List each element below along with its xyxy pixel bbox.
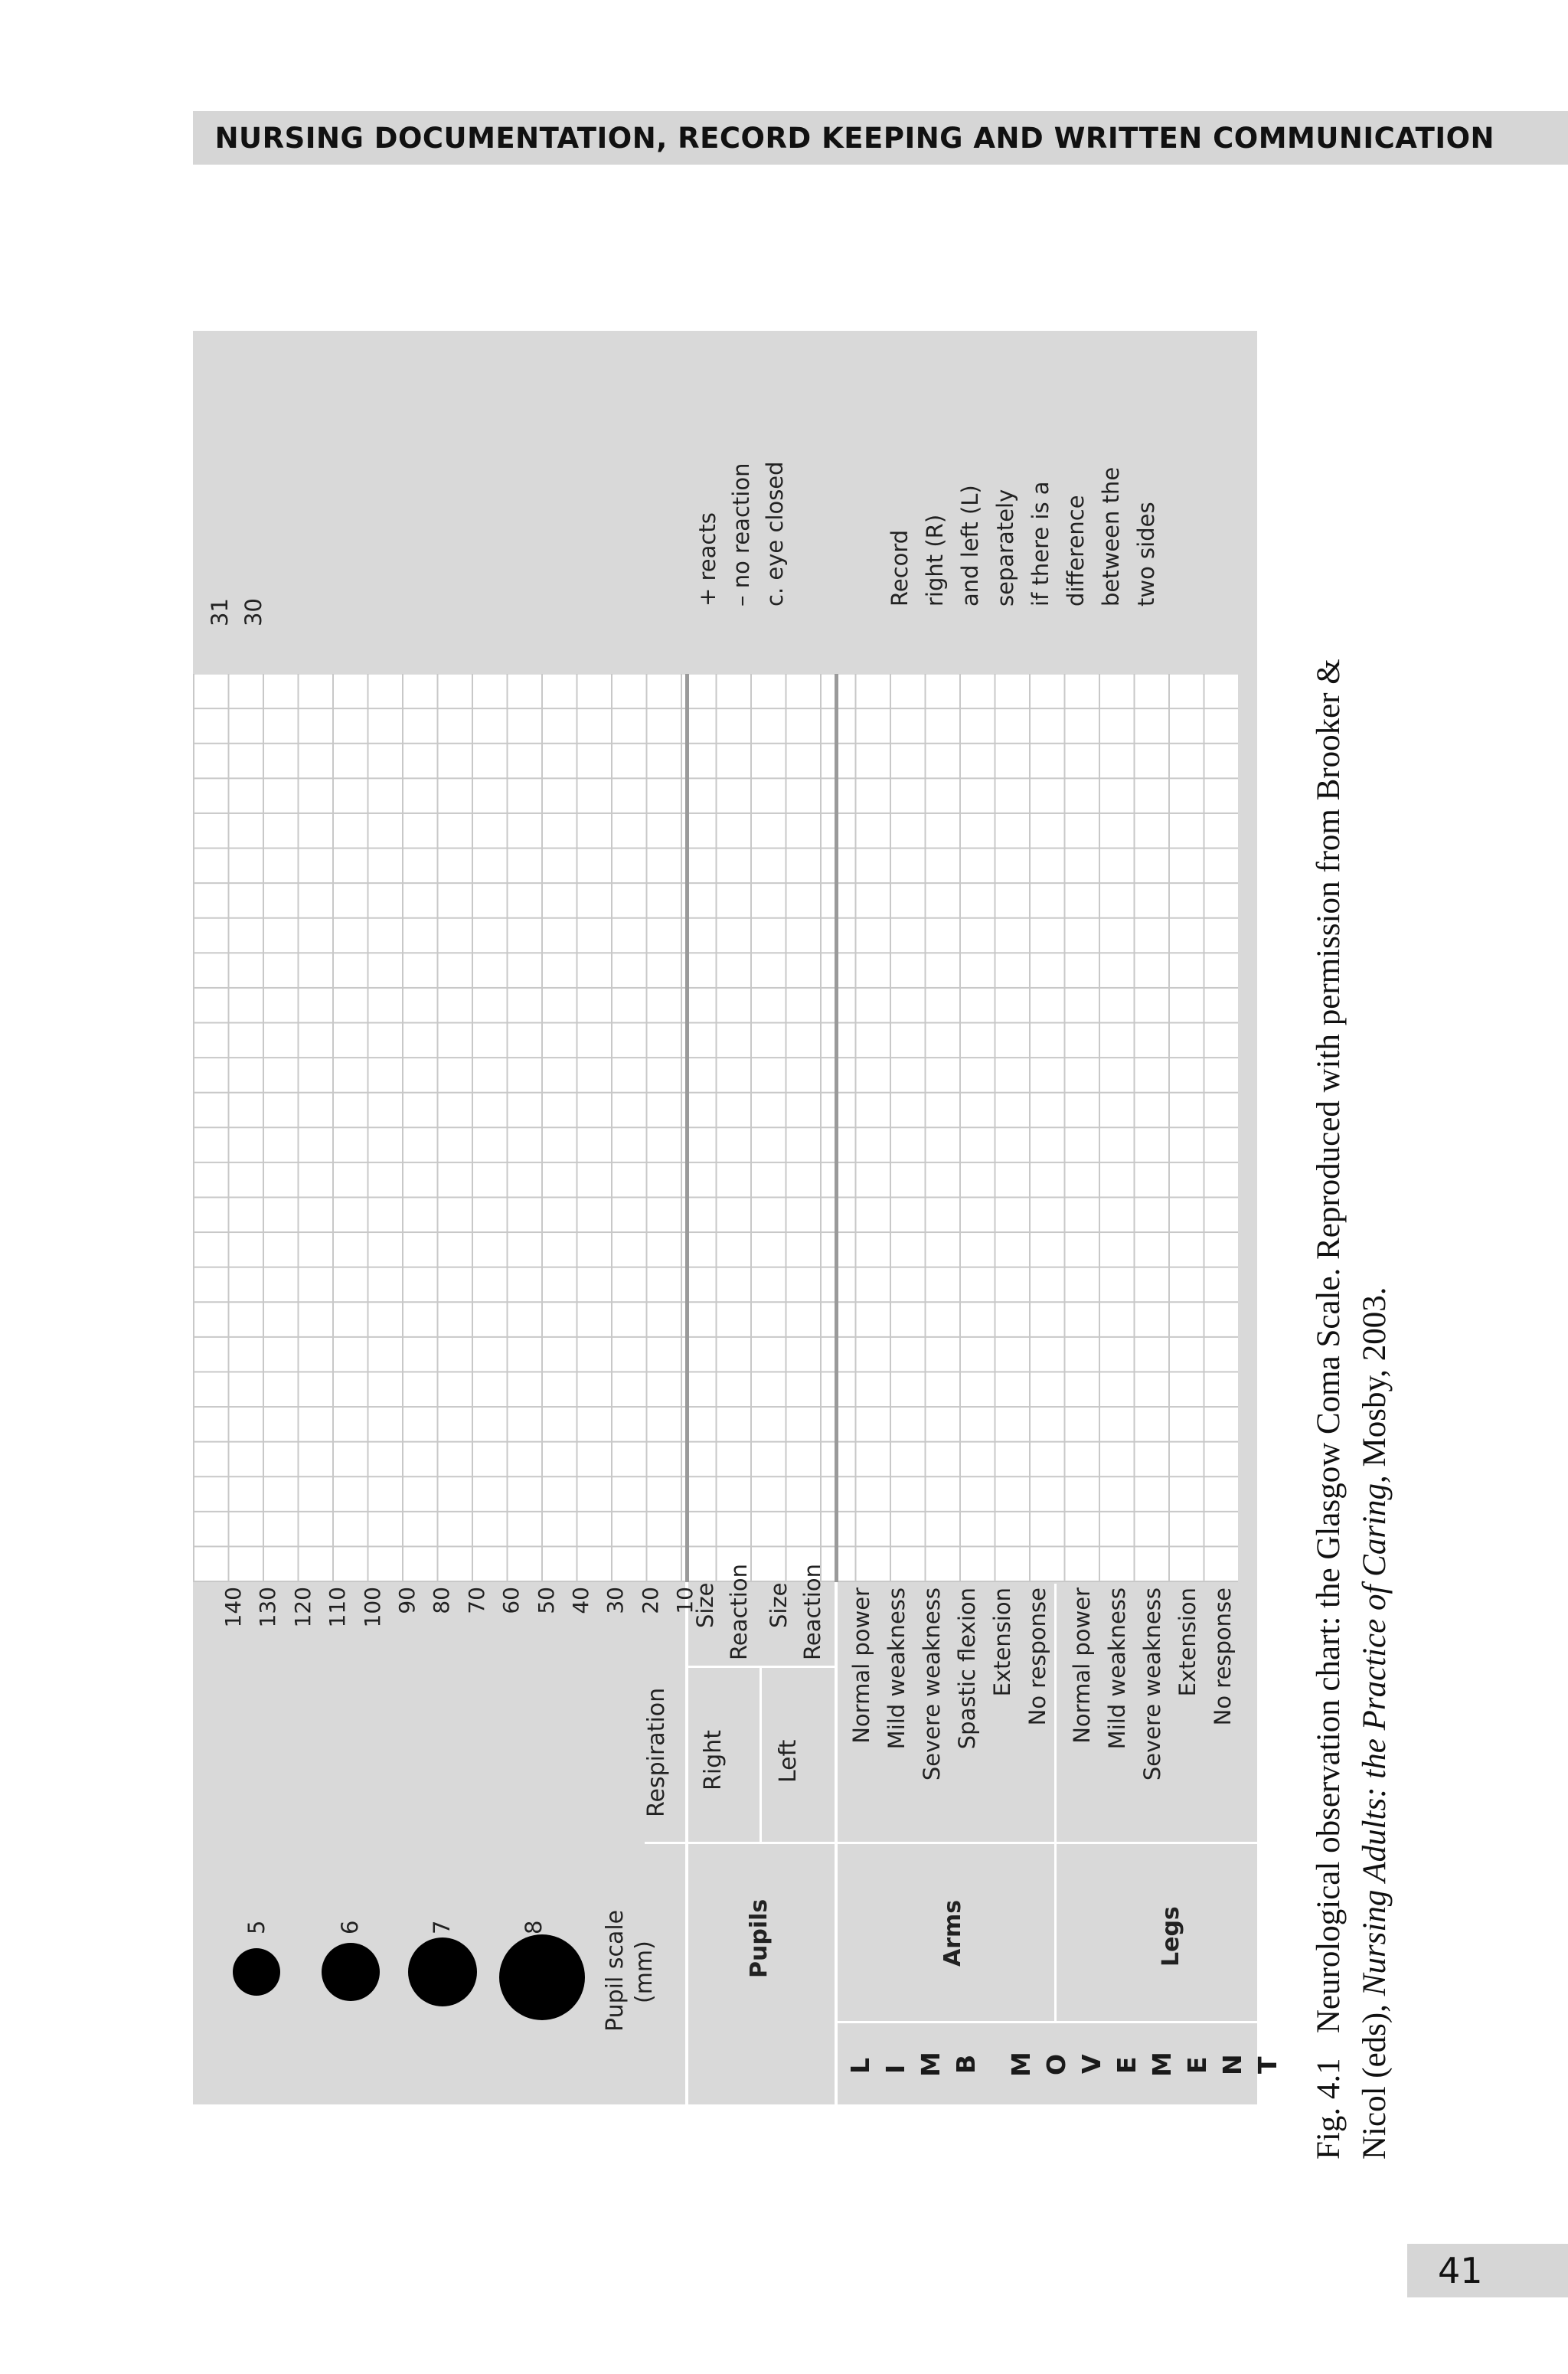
movement-letter: M	[1147, 2052, 1177, 2077]
legs-item: Severe weakness	[1139, 1588, 1165, 1781]
divider-limbs-top	[835, 1582, 838, 2104]
caption-book-title: Nursing Adults: the Practice of Caring	[1357, 1483, 1393, 1996]
scale-value: 60	[498, 1587, 524, 1614]
divider-size-reaction	[685, 1666, 835, 1668]
pupil-scale-label: Pupil scale	[602, 1909, 629, 2032]
scale-value: 140	[220, 1587, 246, 1628]
header-title: NURSING DOCUMENTATION, RECORD KEEPING AND WRITTEN COMMUNICATION	[214, 122, 1494, 155]
divider-limb-letters	[835, 2021, 1257, 2023]
chart-panel	[193, 331, 1282, 2104]
record-note-line: and left (L)	[957, 485, 983, 607]
record-note-line: Record	[887, 529, 913, 607]
limb-letter: M	[916, 2052, 946, 2077]
movement-letter: E	[1112, 2056, 1142, 2074]
pupil-size-7: 7	[429, 1920, 455, 1934]
pupils-label: Pupils	[746, 1898, 773, 1978]
caption-line-2-pre: Nicol (eds),	[1357, 1996, 1393, 2160]
record-note-line: separately	[992, 489, 1018, 607]
legs-item: Mild weakness	[1104, 1588, 1130, 1750]
pupil-size-8: 8	[521, 1920, 547, 1934]
caption-line-2	[1352, 306, 1398, 2160]
caption-line-2-post: , Mosby, 2003.	[1357, 1287, 1393, 1483]
legs-item: Extension	[1174, 1588, 1200, 1697]
movement-letter: M	[1006, 2052, 1036, 2077]
arms-label: Arms	[939, 1899, 966, 1967]
record-note-line: two sides	[1133, 502, 1159, 607]
pupils-left-label: Left	[775, 1739, 802, 1783]
pupil-size-6: 6	[337, 1920, 363, 1934]
scale-values	[216, 1587, 703, 1630]
scale-value: 30	[603, 1587, 629, 1614]
respiration-label: Respiration	[643, 1687, 670, 1817]
grid-separator-limbs	[835, 674, 838, 1582]
pupil-size-5: 5	[243, 1920, 270, 1934]
left-size-label: Size	[766, 1582, 792, 1628]
arms-items	[844, 1588, 1055, 1840]
scale-value: 50	[533, 1587, 559, 1614]
scale-top-31: 31	[207, 598, 233, 626]
caption-line-1	[1306, 306, 1352, 2160]
reaction-key-reacts: + reacts	[694, 512, 720, 607]
movement-letter: O	[1041, 2053, 1071, 2075]
scale-value: 80	[429, 1587, 455, 1614]
arms-item: Severe weakness	[919, 1588, 945, 1781]
figure-caption-text	[1306, 306, 1398, 2160]
divider-arms-legs	[1054, 1844, 1057, 2023]
pupil-scale-unit: (mm)	[631, 1941, 658, 2003]
legs-items	[1064, 1588, 1240, 1840]
observation-grid	[193, 674, 1238, 1582]
right-size-label: Size	[692, 1582, 718, 1628]
record-note-line: right (R)	[922, 514, 948, 607]
pupil-dot-8mm	[499, 1934, 585, 2020]
page-number-bar	[1407, 2244, 1568, 2297]
movement-letter: T	[1253, 2056, 1282, 2074]
reaction-key-eye-closed: c. eye closed	[762, 461, 788, 607]
divider-pupils-top	[685, 1582, 688, 2104]
record-note	[882, 467, 1164, 607]
record-note-line: difference	[1063, 495, 1089, 607]
scale-value: 90	[394, 1587, 420, 1614]
movement-letter: V	[1076, 2054, 1106, 2074]
pupil-dot-7mm	[408, 1937, 477, 2006]
legs-label: Legs	[1158, 1906, 1184, 1967]
legs-item: No response	[1210, 1588, 1236, 1726]
limb-letter: L	[845, 2057, 875, 2074]
movement-letter: E	[1182, 2056, 1212, 2074]
running-header	[193, 111, 1568, 165]
arms-item: Spastic flexion	[954, 1588, 980, 1750]
scale-value: 40	[568, 1587, 594, 1614]
scale-top-30: 30	[240, 598, 266, 626]
scale-value: 10	[672, 1587, 698, 1614]
record-note-line: between the	[1098, 466, 1124, 607]
right-reaction-label: Reaction	[726, 1564, 752, 1660]
scale-value: 130	[255, 1587, 281, 1628]
limb-letter: B	[951, 2054, 981, 2074]
scale-value: 100	[359, 1587, 385, 1628]
divider-pupils-vertical	[645, 1842, 1257, 1844]
limb-letter: I	[880, 2064, 910, 2074]
caption-line-1-text: Neurological observation chart: the Glasgow Coma Scale. Reproduced with permission from Brooker &	[1311, 659, 1347, 2034]
scale-value: 110	[325, 1587, 351, 1628]
pupil-dot-6mm	[322, 1943, 380, 2001]
neurological-chart	[193, 331, 1282, 2104]
divider-right-left	[760, 1668, 762, 1844]
reaction-key	[691, 461, 792, 607]
legs-item: Normal power	[1069, 1588, 1095, 1744]
grid-separator-pupils	[685, 674, 689, 1582]
figure-caption	[1306, 306, 1393, 2160]
arms-item: Mild weakness	[884, 1588, 910, 1750]
caption-fig-number: Fig. 4.1	[1311, 2058, 1347, 2160]
arms-item: Normal power	[848, 1588, 874, 1744]
reaction-key-no-reaction: – no reaction	[728, 463, 754, 607]
scale-value: 120	[289, 1587, 315, 1628]
movement-letter: N	[1217, 2054, 1247, 2075]
arms-item: Extension	[989, 1588, 1015, 1697]
scale-value: 70	[463, 1587, 489, 1614]
scale-value: 20	[637, 1587, 663, 1614]
left-reaction-label: Reaction	[799, 1564, 825, 1660]
arms-item: No response	[1024, 1588, 1050, 1726]
record-note-line: if there is a	[1027, 481, 1054, 607]
pupils-right-label: Right	[700, 1730, 727, 1790]
page-number: 41	[1438, 2250, 1483, 2291]
pupil-dot-5mm	[233, 1948, 280, 1996]
